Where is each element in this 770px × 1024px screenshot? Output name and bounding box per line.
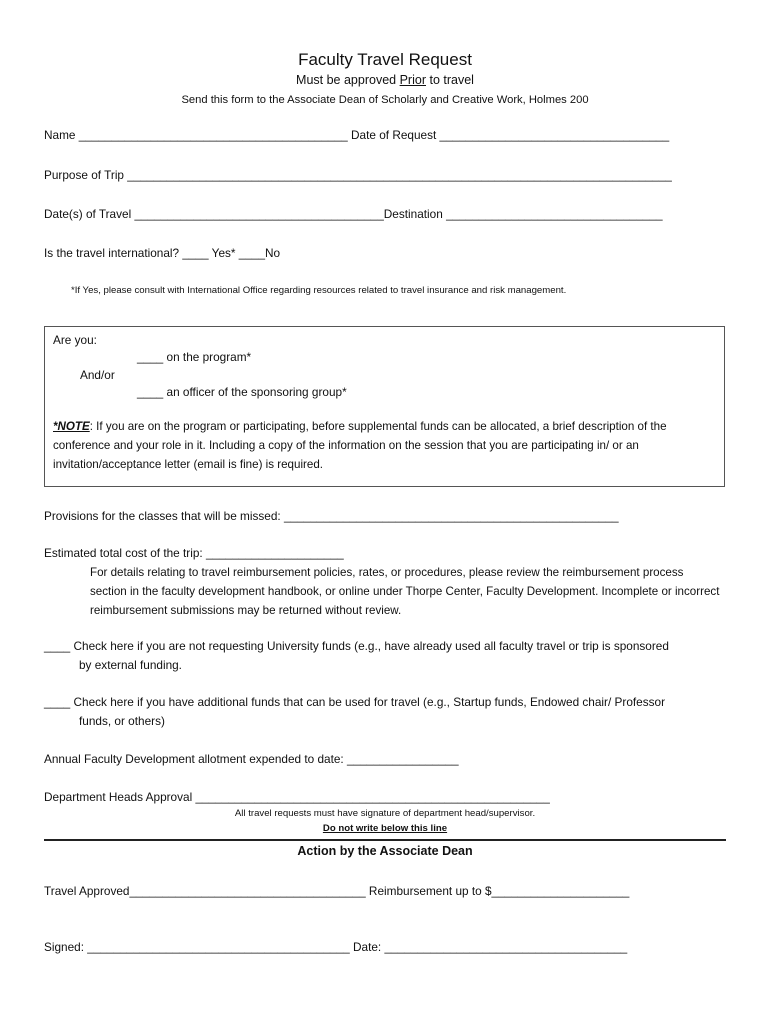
dates-destination-field[interactable]: Date(s) of Travel ______________________________________Destination _________________________________: [44, 207, 663, 221]
officer-check[interactable]: ____ an officer of the sponsoring group*: [137, 385, 347, 399]
signature-note: All travel requests must have signature of department head/supervisor.: [234, 808, 536, 819]
on-program-check[interactable]: ____ on the program*: [137, 350, 252, 364]
approval-prefix: Must be approved: [296, 73, 400, 87]
travel-approved-field[interactable]: Travel Approved____________________________________ Reimbursement up to $_____________________: [44, 884, 630, 898]
divider-line: [44, 839, 726, 841]
allotment-field[interactable]: Annual Faculty Development allotment expended to date: _________________: [44, 752, 459, 766]
provisions-field[interactable]: Provisions for the classes that will be missed: ___________________________________________________: [44, 509, 619, 523]
form-title: Faculty Travel Request: [298, 50, 472, 69]
andor-label: And/or: [80, 368, 115, 382]
reimbursement-details: For details relating to travel reimbursement policies, rates, or procedures, please review the reimbursement process section in the faculty development handbook, or online under Thorpe Center, Faculty Development. Incomplete or incorrect reimbursement submissions may be returned without review.: [90, 566, 720, 617]
send-to-line: Send this form to the Associate Dean of Scholarly and Creative Work, Holmes 200: [181, 94, 589, 106]
note-label: *NOTE: [53, 420, 90, 433]
do-not-write-label: Do not write below this line: [322, 823, 448, 834]
additional-funds-cont: funds, or others): [79, 714, 165, 728]
approval-emphasis: Prior: [399, 73, 426, 87]
no-university-funds-cont: by external funding.: [79, 658, 182, 672]
approval-suffix: to travel: [426, 73, 474, 87]
note-paragraph: [53, 417, 718, 474]
purpose-field[interactable]: Purpose of Trip ___________________________________________________________________________________: [44, 168, 672, 182]
dept-approval-field[interactable]: Department Heads Approval ______________________________________________________: [44, 790, 550, 804]
note-text: : If you are on the program or participating, before supplemental funds can be allocated, a brief description of the conference and your role in it. Including a copy of the information on the session that you are participating in/ or an invitation/acceptance letter (email is fine) is required.: [53, 420, 667, 471]
name-date-field[interactable]: Name _________________________________________ Date of Request ___________________________________: [44, 128, 670, 142]
are-you-label: Are you:: [53, 333, 97, 347]
no-university-funds-check[interactable]: ____ Check here if you are not requesting University funds (e.g., have already used all faculty travel or trip is sponsored: [44, 639, 669, 653]
estimated-cost-field[interactable]: Estimated total cost of the trip: _____________________: [44, 546, 344, 560]
approval-line: [0, 73, 770, 87]
dean-heading: Action by the Associate Dean: [297, 844, 473, 858]
international-note: *If Yes, please consult with International Office regarding resources related to travel insurance and risk management.: [71, 285, 567, 296]
signed-date-field[interactable]: Signed: ________________________________________ Date: _____________________________________: [44, 940, 628, 954]
international-field[interactable]: Is the travel international? ____ Yes* ____No: [44, 246, 281, 260]
additional-funds-check[interactable]: ____ Check here if you have additional funds that can be used for travel (e.g., Startup funds, Endowed chair/ Professor: [44, 695, 666, 709]
